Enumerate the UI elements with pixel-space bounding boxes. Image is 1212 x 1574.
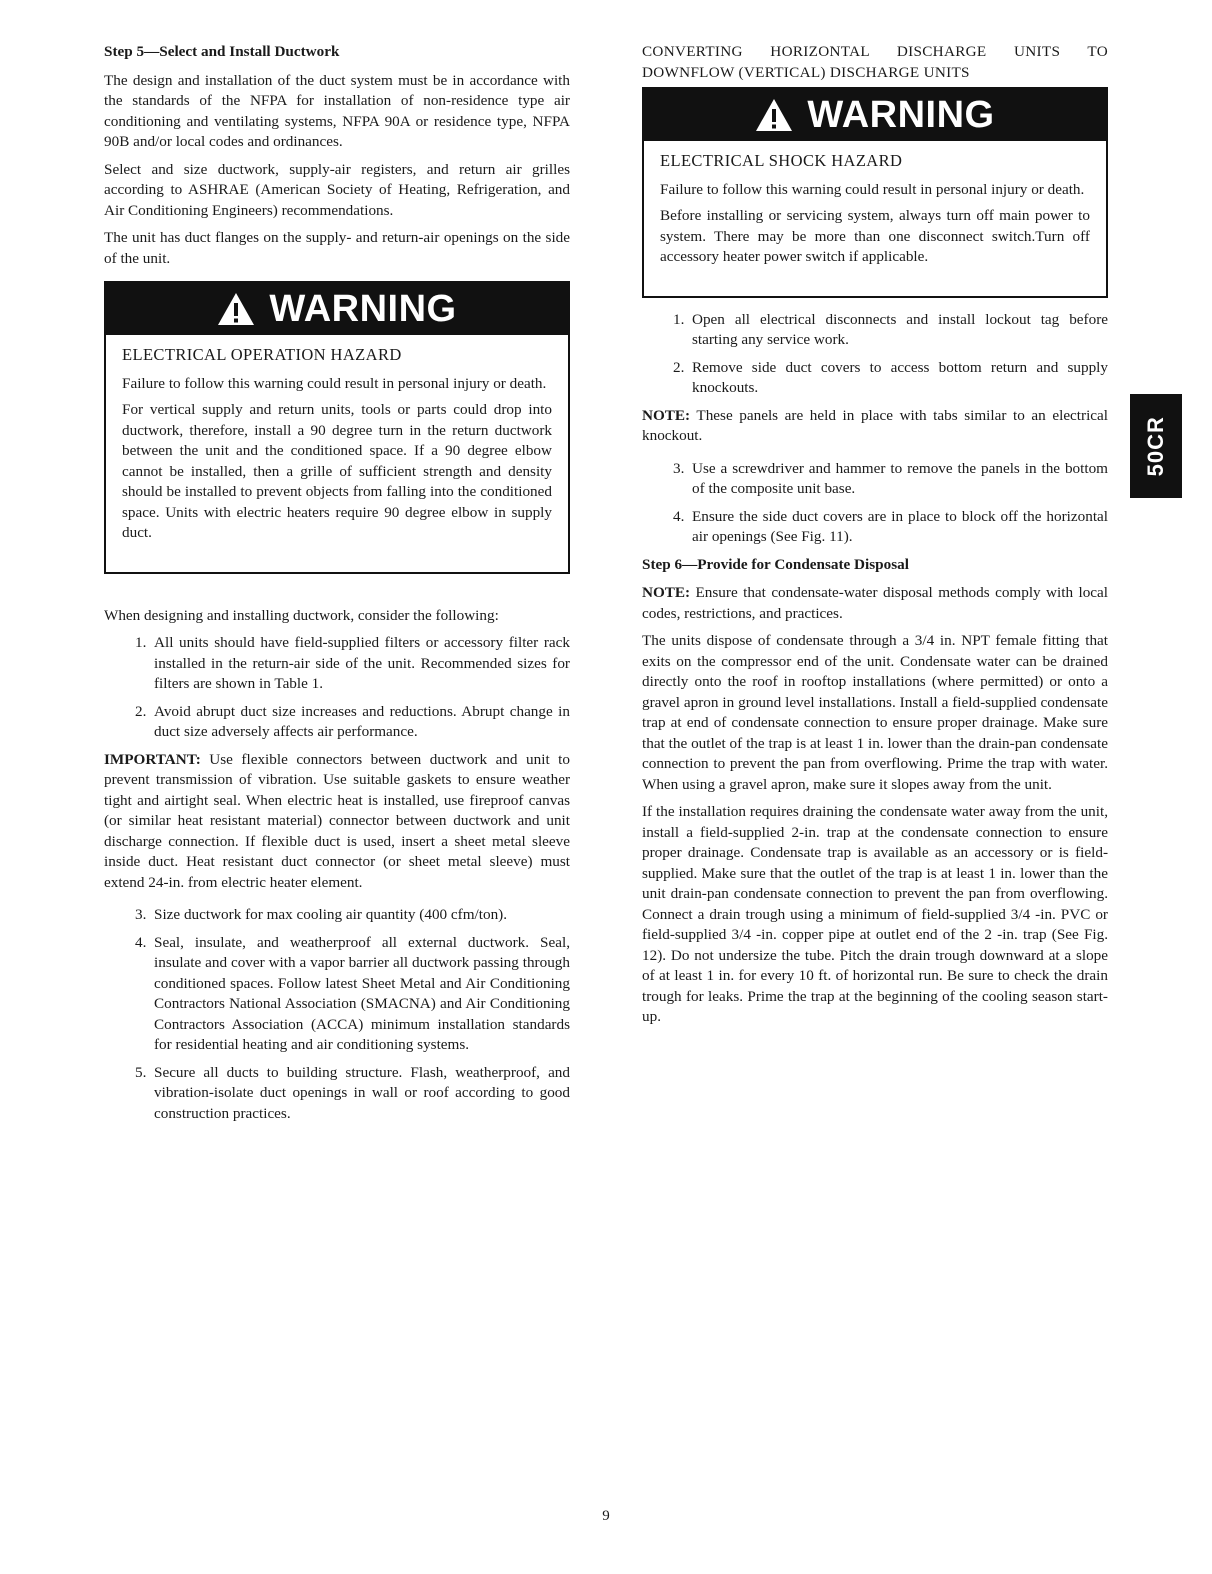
hazard-title: ELECTRICAL OPERATION HAZARD	[122, 345, 402, 364]
list-item	[104, 1063, 570, 1125]
list-text: All units should have field-supplied filters or accessory filter rack installed in the return-air side of the unit. Recommended sizes for filters are shown in Table 1.	[154, 634, 570, 692]
note-text: These panels are held in place with tabs similar to an electrical knockout.	[642, 406, 1108, 444]
hazard-title: ELECTRICAL SHOCK HAZARD	[660, 151, 903, 170]
conversion-list-a	[642, 310, 1108, 399]
warning-box-electrical-operation	[104, 281, 570, 574]
list-item	[104, 933, 570, 1056]
note-text: Ensure that condensate-water disposal methods comply with local codes, restrictions, and practices.	[642, 584, 1108, 622]
paragraph: Select and size ductwork, supply-air registers, and return air grilles according to ASHRAE (American Society of Heating, Refrigeration, and Air Conditioning Engineers) recommendations.	[104, 160, 570, 219]
list-text: Avoid abrupt duct size increases and reductions. Abrupt change in duct size adversely affects air performance.	[154, 702, 570, 740]
warning-title: WARNING	[807, 94, 995, 136]
warning-banner	[106, 283, 568, 335]
warning-banner	[644, 89, 1106, 141]
list-item	[104, 905, 570, 926]
warning-body	[644, 141, 1106, 296]
note-label: NOTE:	[642, 406, 691, 424]
paragraph: If the installation requires draining the condensate water away from the unit, install a field-supplied 2-in. trap at the condensate connection to ensure proper drainage. Condensate trap is available as an accessory or is field-supplied. Make sure that the outlet of the trap is at least 1 in. lower than the unit drain-pan condensate connection to prevent the pan from overflowing. Connect a drain trough using a minimum of field-supplied 3/4 -in. PVC or field-supplied 3/4 -in. copper pipe at outlet end of the 2 -in. trap (See Fig. 12). Do not undersize the tube. Pitch the drain trough downward at a slope of at least 1 in. for every 10 ft. of horizontal run. Be sure to check the drain trough for leaks. Prime the trap at the beginning of the cooling season start-up.	[642, 803, 1108, 1025]
note-paragraph	[642, 583, 1108, 624]
list-item	[642, 459, 1108, 500]
paragraph: The unit has duct flanges on the supply- and return-air openings on the side of the unit.	[104, 229, 570, 267]
list-number: 1.	[673, 310, 685, 328]
important-paragraph	[104, 750, 570, 894]
list-number: 3.	[135, 906, 147, 923]
warning-triangle-icon	[217, 292, 255, 326]
step6-heading: Step 6—Provide for Condensate Disposal	[642, 555, 909, 573]
list-text: Seal, insulate, and weatherproof all external ductwork. Seal, insulate and cover with a vapor barrier all ductwork passing through conditioned spaces. Follow latest Sheet Metal and Air Conditioning Contractors National Association (SMACNA) and Air Conditioning Contractors Association (ACCA) minimum installation standards for residential heating and air conditioning systems.	[154, 933, 570, 1053]
important-label: IMPORTANT:	[104, 750, 201, 768]
conversion-list-b	[642, 459, 1108, 548]
warning-text: Failure to follow this warning could result in personal injury or death.	[660, 180, 1085, 198]
converting-heading: CONVERTING HORIZONTAL DISCHARGE UNITS TO DOWNFLOW (VERTICAL) DISCHARGE UNITS	[642, 43, 1108, 81]
list-item	[104, 633, 570, 695]
important-text: Use flexible connectors between ductwork and unit to prevent transmission of vibration. Use suitable gaskets to ensure weather tight and airtight seal. When electric heat is installed, use fireproof canvas (or similar heat resistant material) connector between ductwork and unit discharge connection. If flexible duct is used, insert a sheet metal sleeve inside duct. Heat resistant duct connector (or sheet metal sleeve) must extend 24-in. from electric heater element.	[104, 750, 570, 891]
list-item	[642, 358, 1108, 399]
list-text: Size ductwork for max cooling air quantity (400 cfm/ton).	[154, 906, 508, 923]
ductwork-list-b	[104, 905, 570, 1124]
note-paragraph	[642, 406, 1108, 447]
list-text: Remove side duct covers to access bottom return and supply knockouts.	[692, 358, 1108, 396]
right-column	[642, 42, 1108, 1035]
warning-text: For vertical supply and return units, tools or parts could drop into ductwork, therefore, install a 90 degree turn in the return ductwork between the unit and the conditioned space. If a 90 degree elbow cannot be installed, then a grille of sufficient strength and density should be installed to prevent objects from falling into the conditioned space. Units with electric heaters require 90 degree elbow in supply duct.	[122, 401, 552, 541]
section-tab	[1130, 394, 1182, 498]
paragraph: When designing and installing ductwork, consider the following:	[104, 606, 499, 624]
list-number: 5.	[135, 1063, 147, 1081]
warning-body	[106, 335, 568, 572]
list-text: Open all electrical disconnects and install lockout tag before starting any service work.	[692, 310, 1108, 348]
warning-triangle-icon	[755, 98, 793, 132]
left-column	[104, 42, 570, 1131]
list-text: Use a screwdriver and hammer to remove the panels in the bottom of the composite unit base.	[692, 459, 1108, 497]
list-number: 4.	[135, 933, 147, 951]
list-number: 1.	[135, 634, 147, 651]
list-number: 3.	[673, 459, 685, 477]
step5-heading: Step 5—Select and Install Ductwork	[104, 43, 340, 60]
note-label: NOTE:	[642, 584, 691, 601]
list-number: 4.	[673, 507, 685, 525]
ductwork-list-a	[104, 633, 570, 743]
paragraph: The units dispose of condensate through a 3/4 in. NPT female fitting that exits on the compressor end of the unit. Condensate water can be drained directly onto the roof in rooftop installations (where permitted) or onto a gravel apron in ground level installations. Install a field-supplied condensate trap at end of condensate connection to ensure proper drainage. Make sure that the outlet of the trap is at least 1 in. lower than the drain-pan condensate connection to prevent the pan from overflowing. Prime the trap with water. When using a gravel apron, make sure it slopes away from the unit.	[642, 632, 1108, 793]
page-number: 9	[602, 1508, 610, 1524]
list-number: 2.	[135, 702, 147, 720]
warning-text: Failure to follow this warning could result in personal injury or death.	[122, 374, 547, 392]
list-item	[642, 507, 1108, 548]
warning-text: Before installing or servicing system, always turn off main power to system. There may be more than one disconnect switch.Turn off accessory heater power switch if applicable.	[660, 207, 1090, 265]
section-tab-label: 50CR	[1142, 415, 1168, 477]
paragraph: The design and installation of the duct system must be in accordance with the standards of the NFPA for installation of non-residence type air conditioning and ventilating systems, NFPA 90A or residence type, NFPA 90B and/or local codes and ordinances.	[104, 71, 570, 150]
warning-box-electrical-shock	[642, 87, 1108, 298]
list-text: Secure all ducts to building structure. Flash, weatherproof, and vibration-isolate duct openings in wall or roof according to good construction practices.	[154, 1063, 570, 1122]
warning-title: WARNING	[269, 288, 457, 330]
list-item	[642, 310, 1108, 351]
list-text: Ensure the side duct covers are in place to block off the horizontal air openings (See Fig. 11).	[692, 507, 1108, 545]
list-number: 2.	[673, 358, 685, 376]
list-item	[104, 702, 570, 743]
